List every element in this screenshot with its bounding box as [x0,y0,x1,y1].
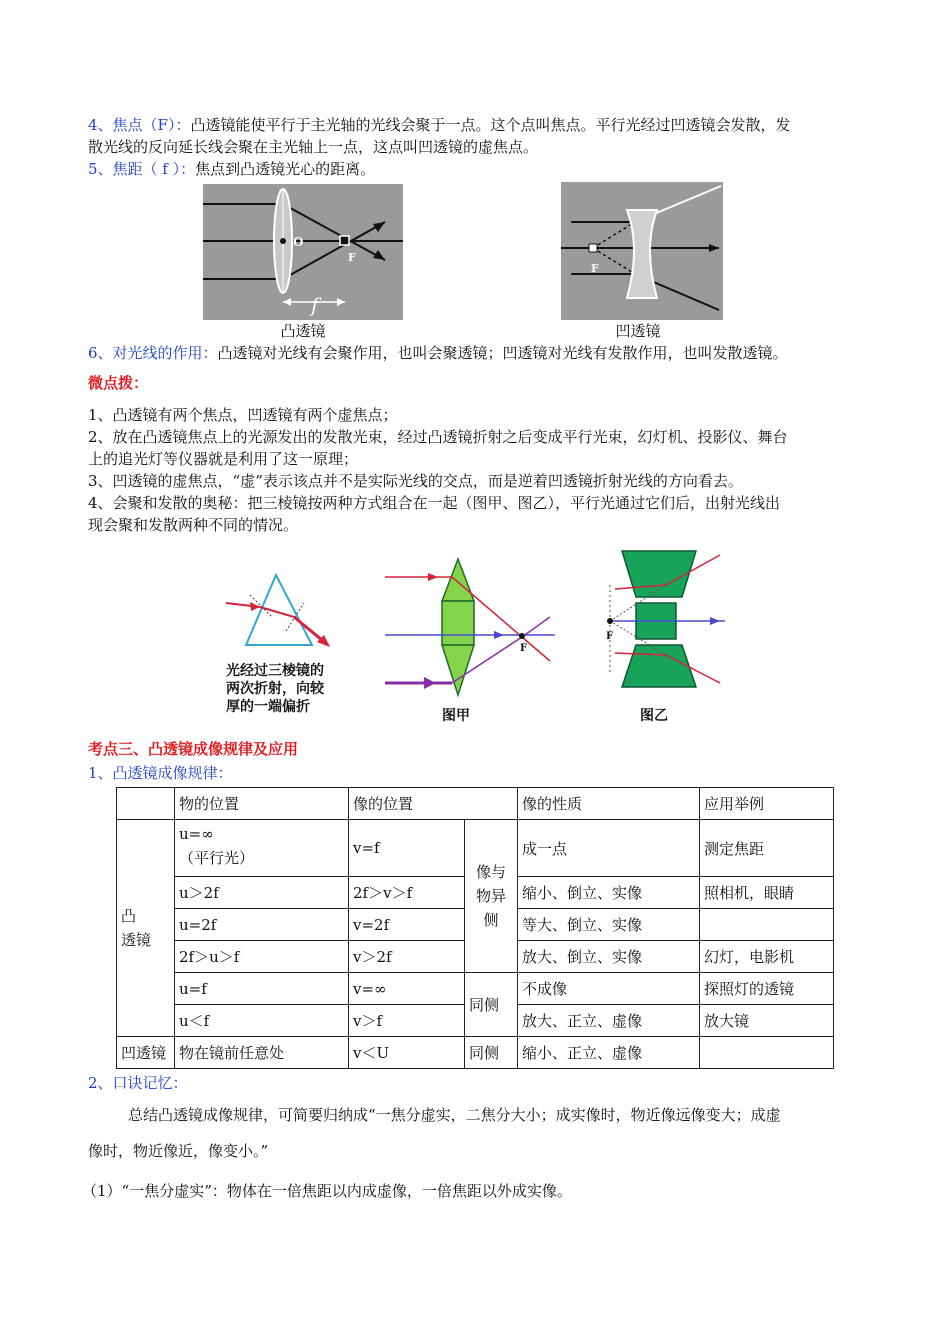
cell-app-4: 幻灯，电影机 [700,941,834,973]
cell-v-infinity: v=∞ [349,973,465,1005]
para-light-effect [88,342,868,364]
concave-lens-cell: 凹透镜 [117,1037,175,1069]
prism-note-2: 两次折射，向较 [226,680,324,696]
focal-length-text: 焦点到凸透镜光心的距离。 [195,160,376,178]
table-row [117,973,834,1005]
cell-v-f: v=f [349,820,465,877]
cell-u-anywhere: 物在镜前任意处 [175,1037,349,1069]
focus-text-1: 凸透镜能使平行于主光轴的光线会聚于一点。这个点叫焦点。平行光经过凹透镜会发散，发 [190,116,791,134]
cell-app-1: 测定焦距 [700,820,834,877]
tip-title: 微点拨： [88,374,149,392]
cell-app-5: 探照灯的透镜 [700,973,834,1005]
header-object-position: 物的位置 [175,788,349,820]
jia-caption: 图甲 [442,707,470,723]
cell-same-side: 同侧 [465,973,518,1037]
cell-v-gt-2f: v＞2f [349,941,465,973]
section-3-title: 考点三、凸透镜成像规律及应用 [88,740,299,758]
cell-app-6: 放大镜 [700,1005,834,1037]
yi-focus-label: F [606,631,614,642]
cell-app-3 [700,909,834,941]
header-image-nature: 像的性质 [518,788,700,820]
cell-concave-side: 同侧 [465,1037,518,1069]
cell-v-gt-f: v＞f [349,1005,465,1037]
optical-center-label: O [293,235,304,249]
focal-length-mark: f [311,293,319,317]
convex-lens-diagram [203,184,403,320]
cell-u-gt-2f: u＞2f [175,877,349,909]
jia-focus-label: F [520,643,528,654]
light-effect-text: 凸透镜对光线有会聚作用，也叫会聚透镜；凹透镜对光线有发散作用，也叫发散透镜。 [217,344,788,362]
focus-text-2: 散光线的反向延长线会聚在主光轴上一点，这点叫凹透镜的虚焦点。 [88,138,539,156]
convex-lens-cell: 凸 透镜 [117,820,175,1037]
focus-label: 4、焦点（F）： [88,116,191,134]
table-header-row [117,788,834,820]
mnemonic-line-1: 总结凸透镜成像规律，可简要归纳成“一焦分虚实，二焦分大小；成实像时，物近像远像变大；成虚 [128,1106,781,1124]
cell-v-eq-2f: v=2f [349,909,465,941]
header-image-position: 像的位置 [349,788,518,820]
cell-app-2: 照相机，眼睛 [700,877,834,909]
prism-combination-diagram [220,545,730,730]
cell-app-7 [700,1037,834,1069]
cell-nature-3: 等大、倒立、实像 [518,909,700,941]
cell-nature-7: 缩小、正立、虚像 [518,1037,700,1069]
imaging-rules-table [116,787,834,1069]
para-focus [88,114,868,136]
table-row [117,1037,834,1069]
convex-focus-label: F [348,251,356,264]
tip-line-2a: 2、放在凸透镜焦点上的光源发出的发散光束，经过凸透镜折射之后变成平行光束，幻灯机、投影仪、舞台 [88,428,788,446]
convex-caption: 凸透镜 [280,322,326,340]
focal-length-label: 5、焦距（ f ）： [88,160,196,178]
tip-line-2b: 上的追光灯等仪器就是利用了这一原理； [88,450,359,468]
mnemonic-line-3: （1）“一焦分虚实”：物体在一倍焦距以内成虚像，一倍焦距以外成实像。 [82,1182,572,1200]
concave-focus-label: F [591,262,599,275]
section-3-sub1: 1、凸透镜成像规律： [88,764,233,782]
cell-u-eq-2f: u=2f [175,909,349,941]
tip-line-4a: 4、会聚和发散的奥秘：把三棱镜按两种方式组合在一起（图甲、图乙），平行光通过它们后，出射光线出 [88,494,781,512]
concave-caption: 凹透镜 [615,322,661,340]
cell-u-between: 2f＞u＞f [175,941,349,973]
tip-line-3: 3、凹透镜的虚焦点，“虚”表示该点并不是实际光线的交点，而是逆着凹透镜折射光线的方向看去。 [88,472,743,490]
cell-nature-1: 成一点 [518,820,700,877]
header-application: 应用举例 [700,788,834,820]
cell-u-eq-f: u=f [175,973,349,1005]
table-row [117,820,834,877]
prism-note-3: 厚的一端偏折 [226,698,310,714]
cell-v-lt-u: v＜U [349,1037,465,1069]
prism-note-1: 光经过三棱镜的 [226,662,324,678]
cell-nature-4: 放大、倒立、实像 [518,941,700,973]
cell-u-lt-f: u＜f [175,1005,349,1037]
tip-line-1: 1、凸透镜有两个焦点，凹透镜有两个虚焦点； [88,406,398,424]
cell-nature-5: 不成像 [518,973,700,1005]
light-effect-label: 6、对光线的作用： [88,344,218,362]
cell-nature-6: 放大、正立、虚像 [518,1005,700,1037]
cell-u-infinity: u=∞ （平行光） [175,820,349,877]
table-corner [117,788,175,820]
concave-lens-diagram [561,182,723,320]
tip-line-4b: 现会聚和发散两种不同的情况。 [88,516,299,534]
cell-opposite-side: 像与物异侧 [465,820,518,973]
mnemonic-title: 2、口诀记忆： [88,1074,188,1092]
mnemonic-line-2: 像时，物近像近，像变小。” [88,1142,269,1160]
cell-nature-2: 缩小、倒立、实像 [518,877,700,909]
yi-caption: 图乙 [640,707,668,723]
para-focal-length [88,158,868,180]
cell-v-2f-f: 2f＞v＞f [349,877,465,909]
